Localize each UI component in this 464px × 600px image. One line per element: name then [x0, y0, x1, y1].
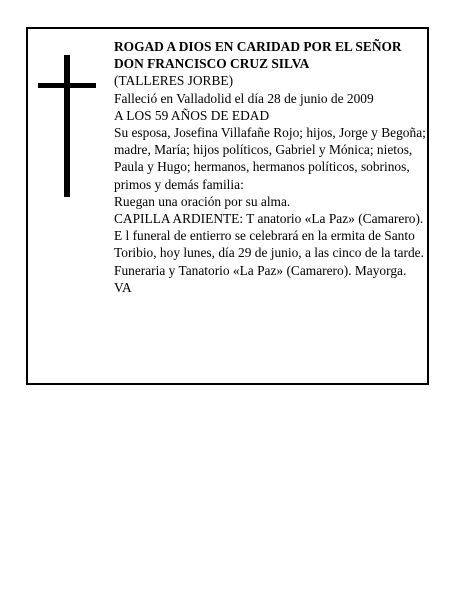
- prayer-request: Ruegan una oración por su alma.: [114, 193, 291, 209]
- heading-line-2: DON FRANCISCO CRUZ SILVA: [114, 56, 310, 72]
- cross-icon: [64, 55, 70, 197]
- family-list: Su esposa, Josefina Villafañe Rojo; hijos, Jorge y Begoña; madre, María; hijos políticos, Gabriel y Mónica; nietos, Paula y Hugo; hermanos, hermanos políticos, sobrinos, primos y demás familia:: [114, 125, 426, 192]
- affiliation: (TALLERES JORBE): [114, 73, 234, 89]
- funeral-home-info: Funeraria y Tanatorio «La Paz» (Camarero). Mayorga. VA: [114, 262, 407, 295]
- chapel-info: CAPILLA ARDIENTE: T anatorio «La Paz» (Camarero).: [114, 211, 424, 227]
- funeral-info: E l funeral de entierro se celebrará en la ermita de Santo Toribio, hoy lunes, día 29 de junio, a las cinco de la tarde.: [114, 228, 424, 261]
- death-info: Falleció en Valladolid el día 28 de junio de 2009: [114, 90, 374, 106]
- age: A LOS 59 AÑOS DE EDAD: [114, 107, 270, 123]
- obituary-text: [114, 38, 426, 296]
- heading-line-1: ROGAD A DIOS EN CARIDAD POR EL SEÑOR: [114, 39, 402, 54]
- cross-icon-crossbar: [38, 83, 96, 88]
